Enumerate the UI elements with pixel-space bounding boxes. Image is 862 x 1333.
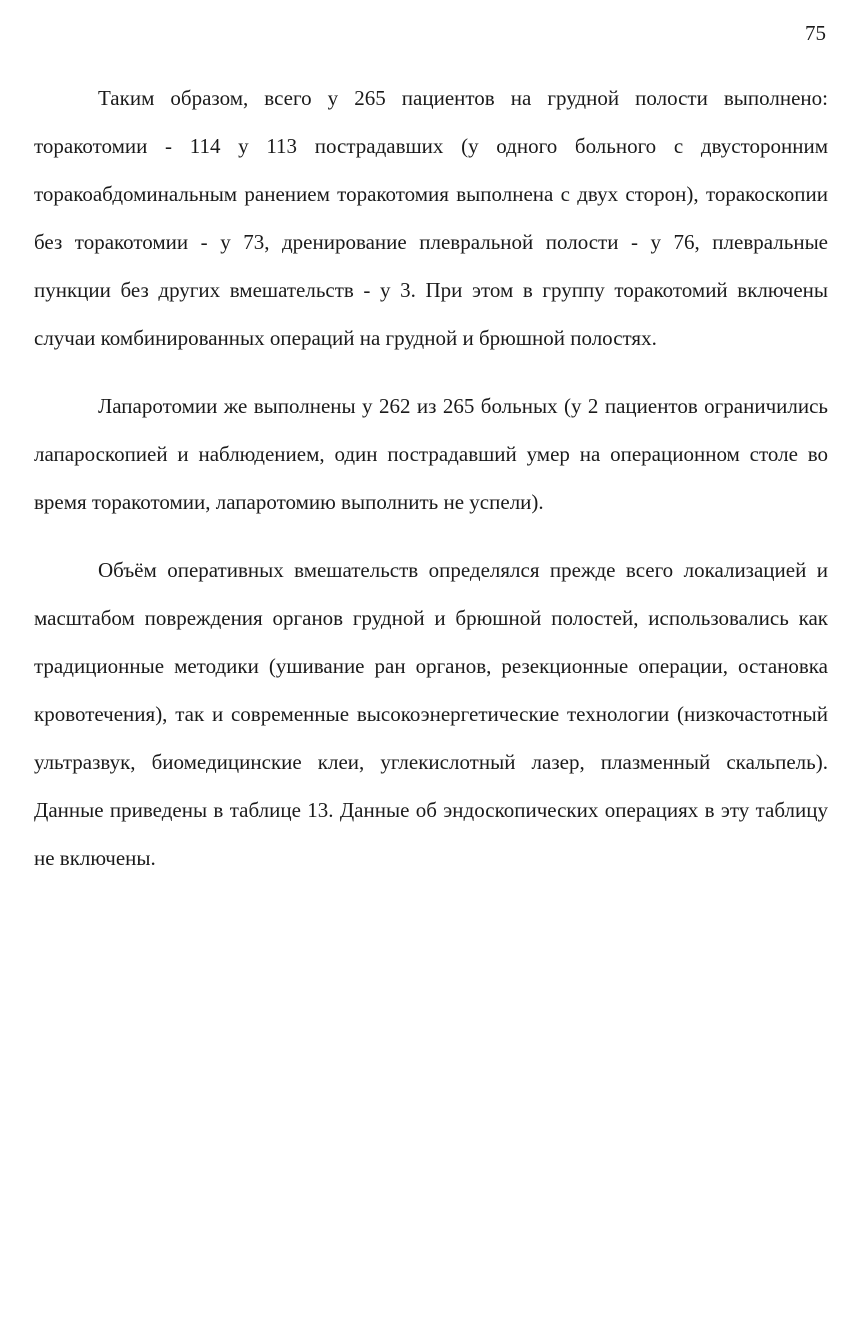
document-body (34, 74, 828, 882)
paragraph-operative-scope: Объём оперативных вмешательств определялся прежде всего локализацией и масштабом повреждения органов грудной и брюшной полостей, использовались как традиционные методики (ушивание ран органов, резекционные операции, остановка кровотечения), так и современные высокоэнергетические технологии (низкочастотный ультразвук, биомедицинские клеи, углекислотный лазер, плазменный скальпель). Данные приведены в таблице 13. Данные об эндоскопических операциях в эту таблицу не включены. (34, 558, 828, 870)
paragraph-thoracic-summary: Таким образом, всего у 265 пациентов на грудной полости выполнено: торакотомии - 114 у 113 пострадавших (у одного больного с двусторонним торакоабдоминальным ранением торакотомия выполнена с двух сторон), торакоскопии без торакотомии - у 73, дренирование плевральной полости - у 76, плевральные пункции без других вмешательств - у 3. При этом в группу торакотомий включены случаи комбинированных операций на грудной и брюшной полостях. (34, 86, 828, 350)
page-number: 75 (805, 21, 826, 45)
paragraph-laparotomy: Лапаротомии же выполнены у 262 из 265 больных (у 2 пациентов ограничились лапароскопией и наблюдением, один пострадавший умер на операционном столе во время торакотомии, лапаротомию выполнить не успели). (34, 394, 828, 514)
